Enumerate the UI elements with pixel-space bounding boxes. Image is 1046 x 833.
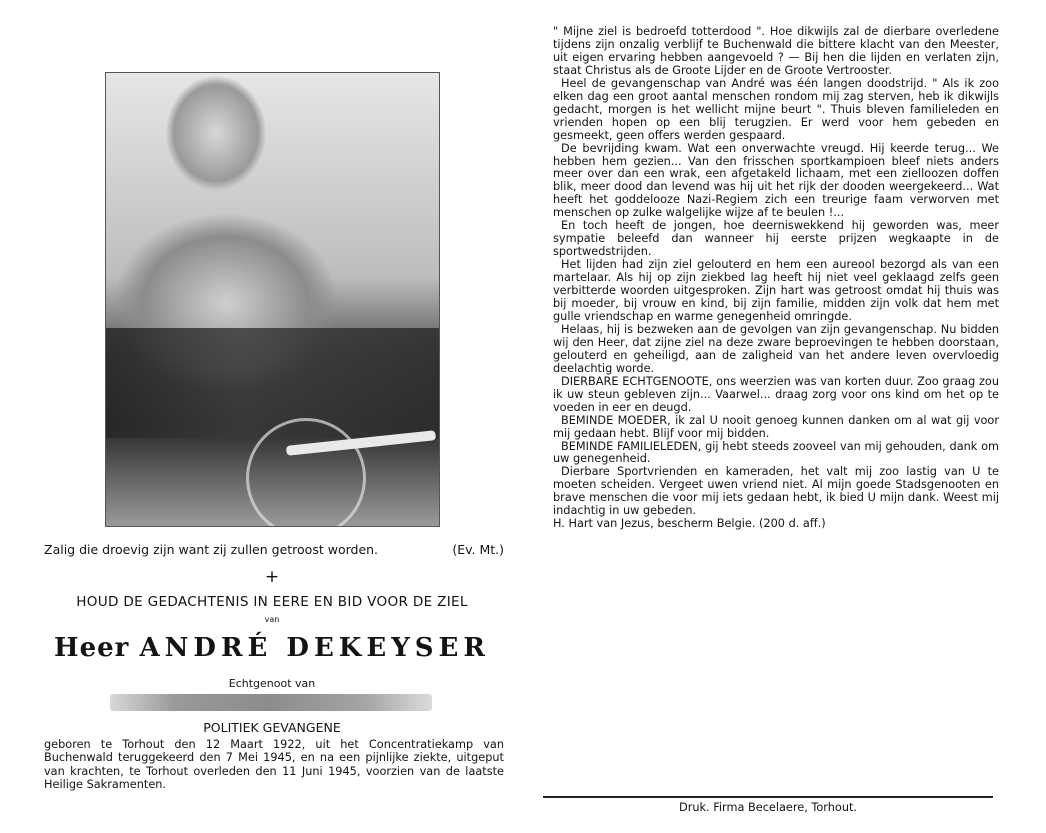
- paragraph-8: BEMINDE MOEDER, ik zal U nooit genoeg kunnen danken om al wat gij voor mij gedaan hebt. Blijf voor mij bidden.: [553, 413, 999, 440]
- paragraph-1: " Mijne ziel is bedroefd totterdood ". Hoe dikwijls zal de dierbare overledene tijdens zijn onzalig verblijf te Buchenwald die bittere klacht van den Meester, uit eigen ervaring hebben aangevoeld ? — Bij hen die lijden en verlaten zijn, staat Christus als de Groote Lijder en de Groote Vertrooster.: [553, 25, 999, 77]
- paragraph-7: DIERBARE ECHTGENOOTE, ons weerzien was van korten duur. Zoo graag zou ik uw steun gebleven zijn... Vaarwel... draag zorg voor ons kind om het op te voeden in eer en deugd.: [553, 374, 999, 414]
- spouse-label: Echtgenoot van: [228, 677, 316, 690]
- caption-text: Zalig die droevig zijn want zij zullen getroost worden.: [44, 542, 379, 557]
- caption-ref: (Ev. Mt.): [452, 542, 504, 557]
- remembrance-line: HOUD DE GEDACHTENIS IN EERE EN BID VOOR DE ZIEL: [76, 594, 468, 610]
- portrait-photo: [105, 72, 440, 527]
- prayer-line: H. Hart van Jezus, bescherm Belgie. (200 d. aff.): [553, 517, 826, 531]
- name-prefix: Heer: [54, 633, 130, 663]
- van-word: van: [264, 615, 280, 624]
- paragraph-6: Helaas, hij is bezweken aan de gevolgen van zijn gevangenschap. Nu bidden wij den Heer, dat zijne ziel na deze zware beproevingen te hebben doorstaan, gelouterd en geheiligd, aan de zaligheid van het andere leven overvloedig deelachtig worde.: [553, 322, 999, 375]
- name-main: ANDRÉ DEKEYSER: [139, 633, 490, 663]
- photo-caption: [44, 542, 504, 557]
- paragraph-9: BEMINDE FAMILIELEDEN, gij hebt steeds zooveel van mij gehouden, dank om uw genegenheid.: [553, 439, 999, 466]
- paragraph-5: Het lijden had zijn ziel gelouterd en hem een aureool bezorgd als van een martelaar. Als hij op zijn ziekbed lag heeft hij niet veel geklaagd zelfs geen verbitterde woorden uitgesproken. Zijn hart was getroost omdat hij thuis was bij moeder, bij vrouw en kind, bij zijn familie, midden zijn volk dat hem met gulle vriendschap en warme genegenheid omringde.: [553, 258, 999, 323]
- divider-rule: [543, 796, 993, 798]
- right-panel: [553, 26, 999, 531]
- printer-credit: Druk. Firma Becelaere, Torhout.: [679, 801, 857, 814]
- paragraph-10: Dierbare Sportvrienden en kameraden, het valt mij zoo lastig van U te moeten scheiden. Vergeet uwen vriend niet. Al mijn goede Stadsgenooten en brave menschen die voor mij iets gedaan hebt, ik bied U mijn dank. Weest mij indachtig in uw gebeden.: [553, 465, 999, 518]
- photo-shorts-shape: [106, 328, 440, 438]
- paragraph-3: De bevrijding kwam. Wat een onverwachte vreugd. Hij keerde terug... We hebben hem gezien... Van den frisschen sportkampioen bleef niets anders meer over dan een wrak, een afgetakeld lichaam, met een zielloozen doffen blik, meer dood dan levend was hij uit het rijk der dooden weergekeerd... Wat heeft het goddelooze Nazi-Regiem zich een treurige faam verworven met menschen op zulke walgelijke wijze af te beulen !...: [553, 141, 999, 220]
- political-prisoner-title: POLITIEK GEVANGENE: [203, 720, 341, 735]
- biography-text: geboren te Torhout den 12 Maart 1922, uit het Concentratiekamp van Buchenwald teruggekeerd den 7 Mei 1945, en na een pijnlijke ziekte, uitgeput van krachten, te Torhout overleden den 11 Juni 1945, voorzien van de laatste Heilige Sakramenten.: [44, 738, 504, 792]
- photo-wheel-shape: [246, 418, 366, 527]
- paragraph-4: En toch heeft de jongen, hoe deerniswekkend hij geworden was, meer sympatie beleefd dan wanneer hij eerste prijzen wegkaapte in de sportwedstrijden.: [553, 219, 999, 259]
- deceased-name: [42, 633, 502, 663]
- redacted-spouse-name: [110, 694, 432, 711]
- paragraph-2: Heel de gevangenschap van André was één langen doodstrijd. " Als ik zoo elken dag een groot aantal menschen rondom mij zag sterven, heb ik dikwijls gedacht, morgen is het wellicht mijne beurt ". Thuis bleven familieleden en vrienden hopen op een blij terugzien. Er werd voor hem gebeden en gesmeekt, geen offers werden gespaard.: [553, 76, 999, 142]
- cross-symbol: +: [264, 567, 280, 587]
